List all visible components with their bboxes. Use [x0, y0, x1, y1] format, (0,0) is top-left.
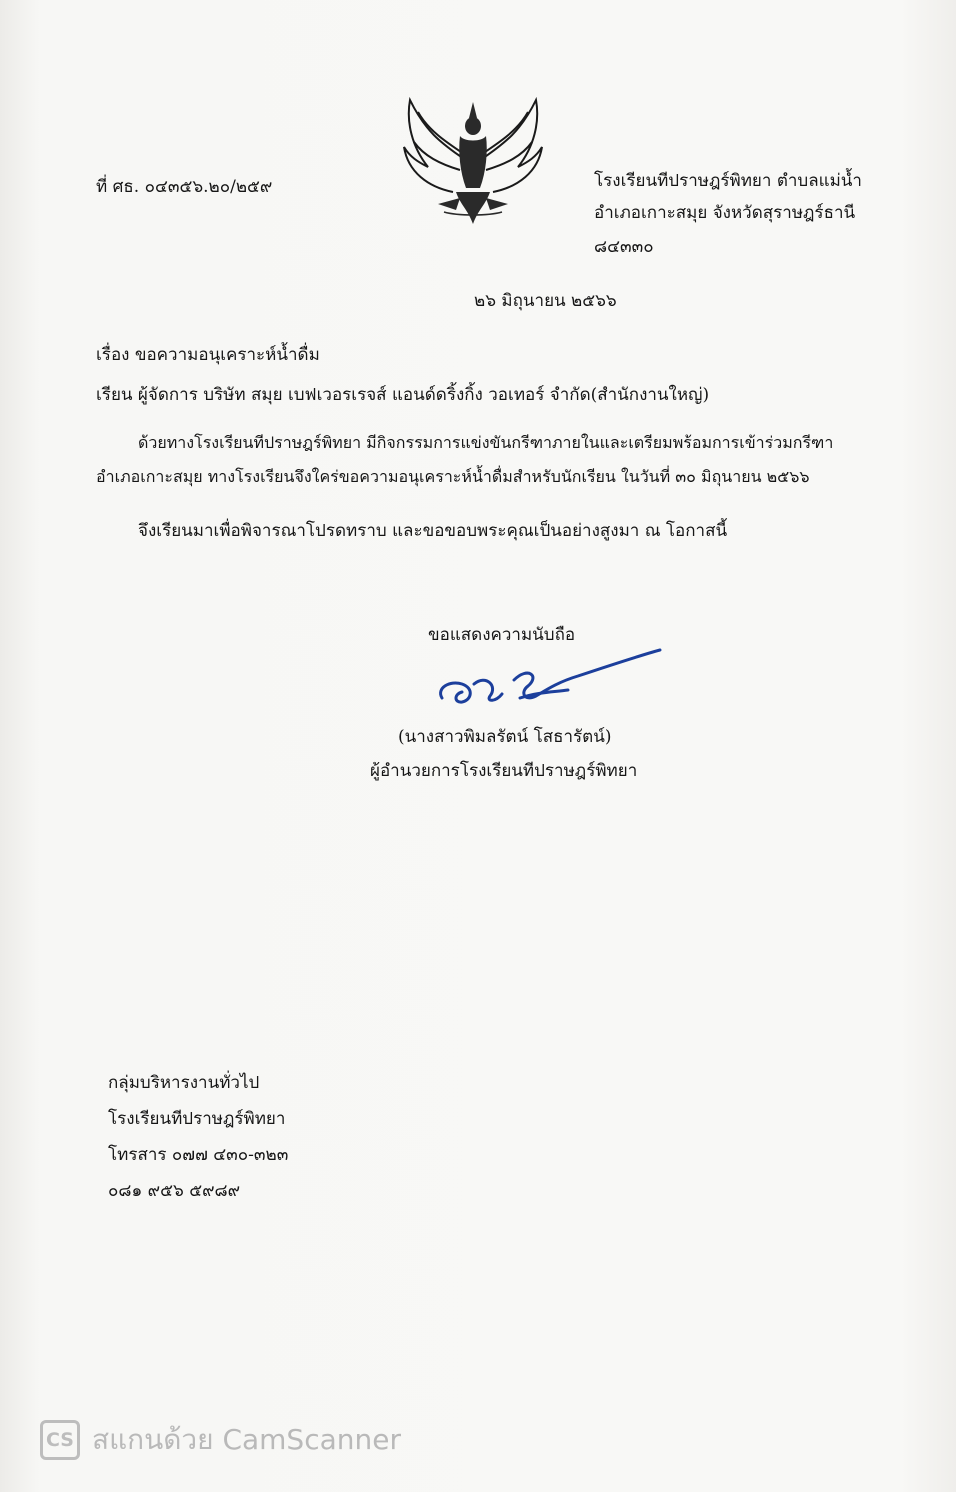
reference-number: ที่ ศธ. ๐๔๓๕๖.๒๐/๒๕๙	[96, 177, 273, 197]
garuda-emblem-icon	[398, 92, 548, 232]
footer-fax: โทรสาร ๐๗๗ ๔๓๐-๓๒๓	[108, 1145, 289, 1165]
sender-postal-code: ๘๔๓๓๐	[594, 237, 654, 257]
letter-date: ๒๖ มิถุนายน ๒๕๖๖	[474, 291, 617, 311]
camscanner-watermark	[40, 1420, 401, 1460]
footer-phone: ๐๘๑ ๙๕๖ ๕๙๘๙	[108, 1181, 241, 1201]
camscanner-logo-icon: CS	[40, 1420, 80, 1460]
letter-subject: เรื่อง ขอความอนุเคราะห์น้ำดื่ม	[96, 345, 320, 365]
footer-school: โรงเรียนทีปราษฎร์พิทยา	[108, 1109, 286, 1129]
signer-name: (นางสาวพิมลรัตน์ โสธารัตน์)	[398, 727, 612, 747]
signer-title: ผู้อำนวยการโรงเรียนทีปราษฎร์พิทยา	[370, 761, 638, 781]
closing-salutation: ขอแสดงความนับถือ	[428, 625, 576, 645]
body-paragraph1-line2: อำเภอเกาะสมุย ทางโรงเรียนจึงใคร่ขอความอนุเคราะห์น้ำดื่มสำหรับนักเรียน ในวันที่ ๓๐ มิถุนายน ๒๕๖๖	[96, 467, 810, 486]
footer-department: กลุ่มบริหารงานทั่วไป	[108, 1073, 260, 1093]
sender-address-line1: โรงเรียนทีปราษฎร์พิทยา ตำบลแม่น้ำ	[594, 171, 862, 191]
letter-addressee: เรียน ผู้จัดการ บริษัท สมุย เบฟเวอรเรจส์ แอนด์ดริ้งกิ้ง วอเทอร์ จำกัด(สำนักงานใหญ่)	[96, 385, 710, 405]
sender-address-line2: อำเภอเกาะสมุย จังหวัดสุราษฎร์ธานี	[594, 203, 856, 223]
body-paragraph2: จึงเรียนมาเพื่อพิจารณาโปรดทราบ และขอขอบพระคุณเป็นอย่างสูงมา ณ โอกาสนี้	[138, 521, 728, 541]
camscanner-watermark-text: สแกนด้วย CamScanner	[92, 1423, 401, 1456]
handwritten-signature	[428, 640, 668, 710]
body-paragraph1-line1: ด้วยทางโรงเรียนทีปราษฎร์พิทยา มีกิจกรรมการแข่งขันกรีฑาภายในและเตรียมพร้อมการเข้าร่วมกรีฑา	[138, 433, 834, 452]
